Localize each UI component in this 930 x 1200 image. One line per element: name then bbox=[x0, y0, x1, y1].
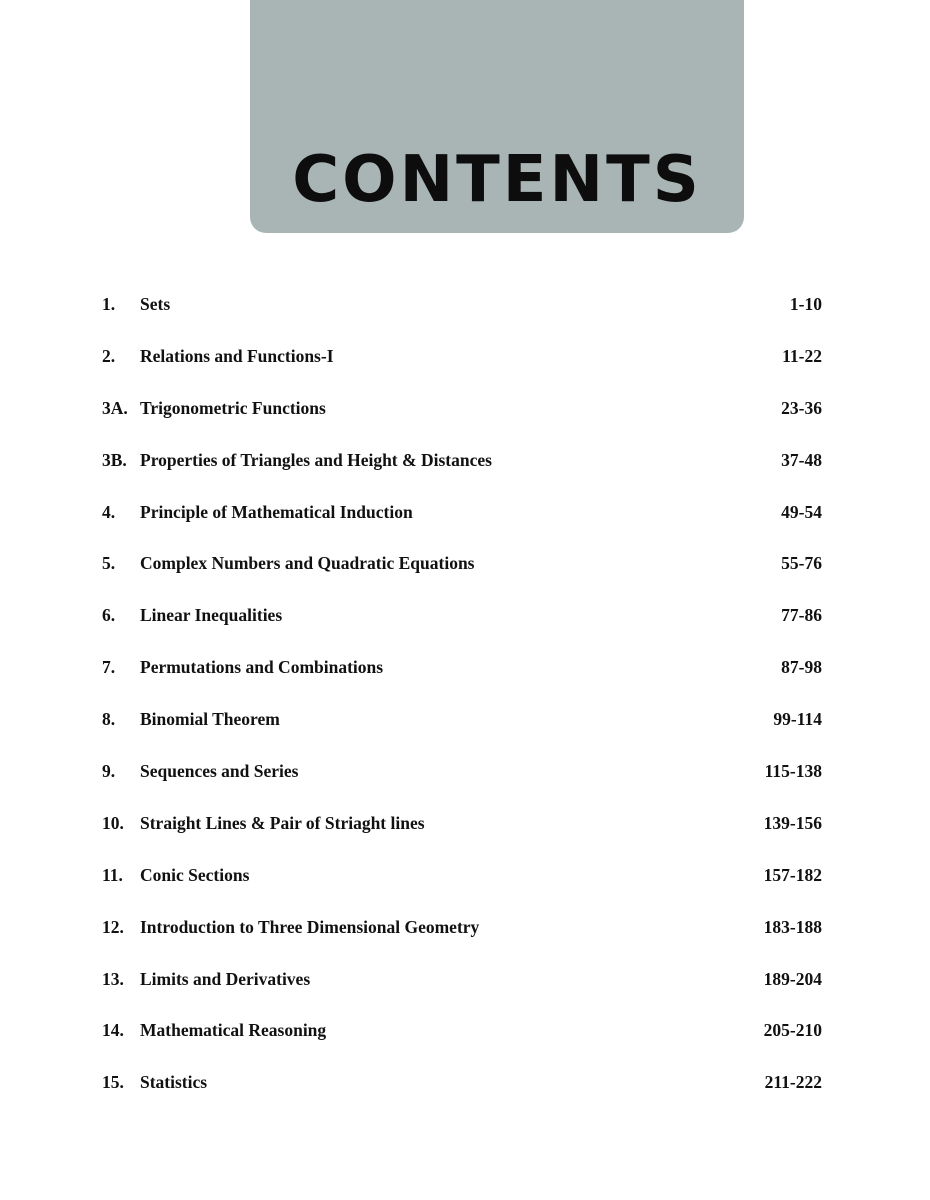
toc-entry[interactable] bbox=[102, 502, 822, 554]
page-range: 55-76 bbox=[781, 553, 822, 574]
toc-entry[interactable] bbox=[102, 346, 822, 398]
chapter-title: Trigonometric Functions bbox=[140, 397, 326, 418]
toc-entry[interactable] bbox=[102, 709, 822, 761]
chapter-number: 3A. bbox=[102, 397, 128, 418]
chapter-title: Introduction to Three Dimensional Geometry bbox=[140, 916, 480, 937]
page-range: 77-86 bbox=[781, 605, 822, 626]
toc-entry[interactable] bbox=[102, 969, 822, 1021]
chapter-title: Complex Numbers and Quadratic Equations bbox=[140, 553, 475, 574]
chapter-title: Linear Inequalities bbox=[140, 605, 283, 626]
page-range: 49-54 bbox=[781, 501, 822, 522]
chapter-title: Permutations and Combinations bbox=[140, 657, 384, 678]
chapter-number: 8. bbox=[102, 709, 116, 730]
page-range: 211-222 bbox=[764, 1072, 822, 1093]
page-range: 183-188 bbox=[763, 916, 822, 937]
page-range: 23-36 bbox=[781, 397, 822, 418]
chapter-number: 6. bbox=[102, 605, 116, 626]
chapter-title: Straight Lines & Pair of Striaght lines bbox=[140, 812, 425, 833]
chapter-number: 9. bbox=[102, 761, 116, 782]
toc-entry[interactable] bbox=[102, 398, 822, 450]
contents-banner bbox=[250, 0, 744, 233]
chapter-number: 4. bbox=[102, 501, 116, 522]
chapter-number: 5. bbox=[102, 553, 116, 574]
toc-entry[interactable] bbox=[102, 294, 822, 346]
toc-entry[interactable] bbox=[102, 657, 822, 709]
chapter-title: Statistics bbox=[140, 1072, 208, 1093]
page-range: 1-10 bbox=[789, 294, 822, 314]
chapter-number: 1. bbox=[102, 294, 116, 314]
page-range: 157-182 bbox=[763, 864, 822, 885]
chapter-number: 15. bbox=[102, 1072, 124, 1093]
chapter-number: 13. bbox=[102, 968, 124, 989]
toc-entry[interactable] bbox=[102, 1072, 822, 1124]
toc-entry[interactable] bbox=[102, 1020, 822, 1072]
page-title: CONTENTS bbox=[292, 143, 702, 217]
page-range: 115-138 bbox=[764, 761, 822, 782]
chapter-title: Principle of Mathematical Induction bbox=[140, 501, 413, 522]
page-range: 87-98 bbox=[781, 657, 822, 678]
page-range: 189-204 bbox=[763, 968, 822, 989]
chapter-number: 7. bbox=[102, 657, 116, 678]
chapter-number: 2. bbox=[102, 345, 116, 366]
page-range: 139-156 bbox=[763, 812, 822, 833]
toc-entry[interactable] bbox=[102, 761, 822, 813]
chapter-number: 14. bbox=[102, 1020, 124, 1041]
page-range: 205-210 bbox=[763, 1020, 822, 1041]
chapter-number: 10. bbox=[102, 812, 124, 833]
chapter-number: 3B. bbox=[102, 449, 127, 470]
chapter-title: Conic Sections bbox=[140, 864, 250, 885]
chapter-title: Mathematical Reasoning bbox=[140, 1020, 327, 1041]
chapter-number: 11. bbox=[102, 864, 123, 885]
toc-entry[interactable] bbox=[102, 813, 822, 865]
table-of-contents bbox=[102, 294, 822, 1124]
page-range: 37-48 bbox=[781, 449, 822, 470]
toc-entry[interactable] bbox=[102, 605, 822, 657]
chapter-number: 12. bbox=[102, 916, 124, 937]
toc-entry[interactable] bbox=[102, 865, 822, 917]
page-range: 11-22 bbox=[782, 345, 822, 366]
toc-entry[interactable] bbox=[102, 553, 822, 605]
toc-entry[interactable] bbox=[102, 917, 822, 969]
chapter-title: Limits and Derivatives bbox=[140, 968, 311, 989]
chapter-title: Sequences and Series bbox=[140, 761, 299, 782]
toc-entry[interactable] bbox=[102, 450, 822, 502]
chapter-title: Sets bbox=[140, 294, 171, 314]
page-range: 99-114 bbox=[773, 709, 822, 730]
chapter-title: Relations and Functions-I bbox=[140, 345, 334, 366]
chapter-title: Binomial Theorem bbox=[140, 709, 280, 730]
chapter-title: Properties of Triangles and Height & Distances bbox=[140, 449, 492, 470]
